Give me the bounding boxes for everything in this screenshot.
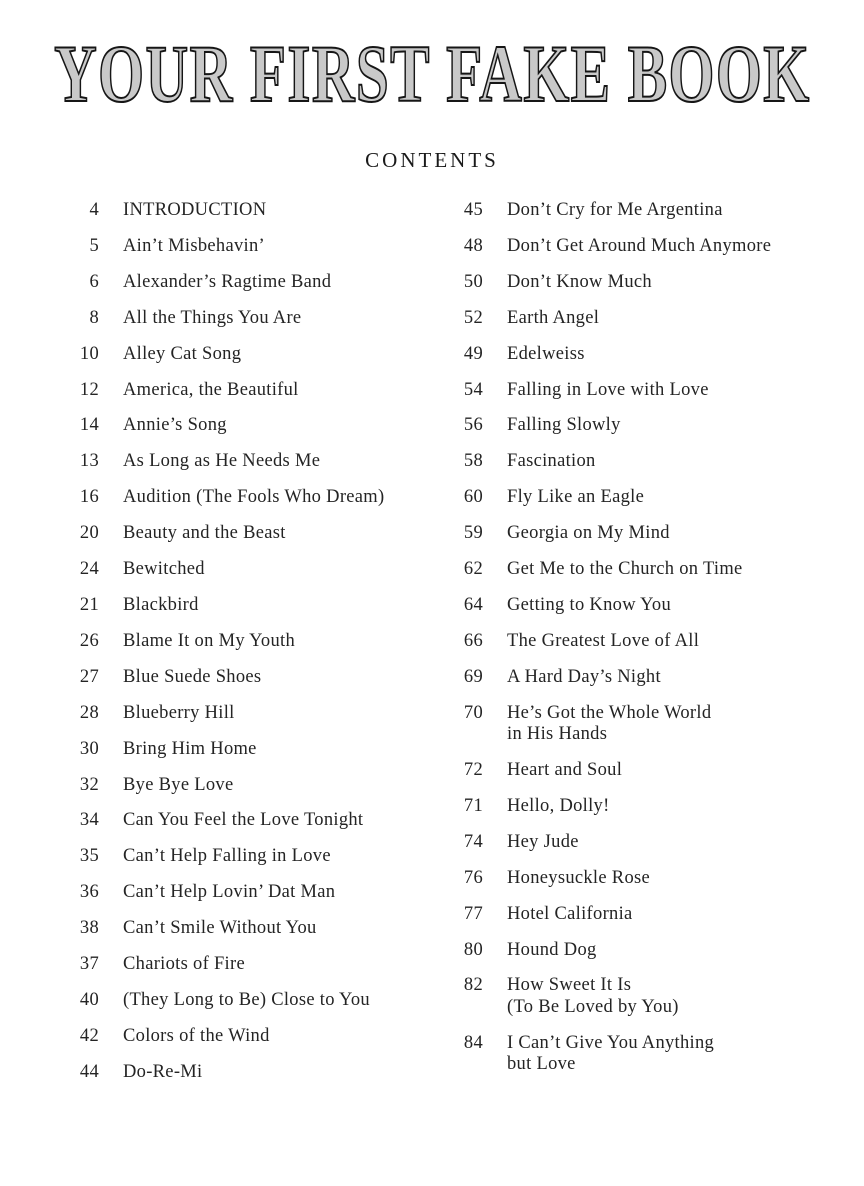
toc-entry-title <box>123 1062 202 1083</box>
toc-entry <box>60 739 444 760</box>
toc-entry <box>60 954 444 975</box>
toc-entry-page-number: 24 <box>79 559 99 580</box>
toc-entry-page-number: 84 <box>463 1032 483 1053</box>
contents-page <box>0 28 864 1186</box>
toc-entry-title <box>507 940 597 961</box>
toc-entry-title <box>123 236 265 257</box>
toc-entry-page-number: 28 <box>79 702 99 723</box>
toc-entry-title-line: Alexander’s Ragtime Band <box>123 271 332 292</box>
toc-entry-page-number: 80 <box>463 939 483 960</box>
toc-entry-title <box>123 954 245 975</box>
toc-entry-title-line: Earth Angel <box>507 307 600 328</box>
toc-entry <box>60 451 444 472</box>
toc-entry <box>444 904 864 925</box>
toc-entry <box>444 940 864 961</box>
toc-entry-page-number: 56 <box>463 415 483 436</box>
toc-entry-page-number: 42 <box>79 1025 99 1046</box>
toc-entry-title-line: A Hard Day’s Night <box>507 666 661 687</box>
toc-entry-title-line: Get Me to the Church on Time <box>507 559 743 580</box>
toc-entry-page-number: 8 <box>89 307 99 328</box>
table-of-contents <box>0 200 864 1098</box>
toc-entry <box>444 487 864 508</box>
toc-entry <box>60 272 444 293</box>
toc-entry <box>444 595 864 616</box>
toc-entry <box>444 631 864 652</box>
toc-entry-title <box>123 595 199 616</box>
toc-entry-page-number: 21 <box>79 594 99 615</box>
toc-entry-title-line: Falling Slowly <box>507 415 621 436</box>
toc-entry-title-line: Don’t Cry for Me Argentina <box>507 200 723 220</box>
toc-entry-page-number: 27 <box>79 666 99 687</box>
toc-entry-title <box>507 236 771 257</box>
toc-entry <box>60 810 444 831</box>
toc-entry-page-number: 35 <box>79 846 99 867</box>
toc-entry-page-number: 26 <box>79 630 99 651</box>
toc-entry-page-number: 60 <box>463 487 483 508</box>
toc-entry-title-line: I Can’t Give You Anything <box>507 1032 715 1053</box>
toc-entry-page-number: 37 <box>79 954 99 975</box>
toc-entry-title-line: Hotel California <box>507 903 633 924</box>
toc-entry-title-line: Do-Re-Mi <box>123 1061 203 1082</box>
toc-entry <box>444 559 864 580</box>
toc-entry-title-line: Blueberry Hill <box>123 702 235 723</box>
toc-entry-title <box>123 846 331 867</box>
toc-entry <box>444 868 864 889</box>
toc-entry-title <box>123 272 331 293</box>
toc-entry-title-line: Fly Like an Eagle <box>507 487 645 508</box>
toc-entry <box>444 200 864 221</box>
toc-entry-page-number: 62 <box>463 559 483 580</box>
toc-entry <box>444 832 864 853</box>
toc-entry-page-number: 59 <box>463 523 483 544</box>
toc-entry-title-line: Chariots of Fire <box>123 954 245 975</box>
toc-entry-title-line: Bewitched <box>123 559 205 580</box>
toc-column-left <box>60 200 444 1098</box>
toc-entry-title-line: Honeysuckle Rose <box>507 867 651 888</box>
toc-entry-page-number: 66 <box>463 630 483 651</box>
toc-entry <box>60 775 444 796</box>
toc-entry-title <box>507 667 661 688</box>
toc-entry-title-line: Blame It on My Youth <box>123 630 296 651</box>
toc-entry-page-number: 12 <box>79 379 99 400</box>
toc-entry <box>60 918 444 939</box>
toc-entry <box>444 415 864 436</box>
toc-entry-title-line: America, the Beautiful <box>123 379 299 400</box>
toc-entry-title <box>507 559 743 580</box>
toc-entry-title <box>123 703 235 724</box>
toc-entry-page-number: 49 <box>463 343 483 364</box>
toc-entry-page-number: 13 <box>79 451 99 472</box>
toc-entry-title <box>507 523 670 544</box>
toc-entry <box>60 667 444 688</box>
toc-entry-page-number: 74 <box>463 831 483 852</box>
toc-entry-title-line: Bring Him Home <box>123 738 257 759</box>
toc-entry-title <box>507 832 579 853</box>
toc-entry-page-number: 72 <box>463 760 483 780</box>
toc-entry-page-number: 38 <box>79 918 99 939</box>
toc-entry-page-number: 76 <box>463 867 483 888</box>
toc-entry-page-number: 34 <box>79 810 99 831</box>
toc-entry-title <box>507 308 599 329</box>
toc-entry-title <box>507 796 610 817</box>
toc-entry-title-line: but Love <box>507 1054 576 1075</box>
toc-entry <box>444 451 864 472</box>
toc-entry-page-number: 71 <box>463 795 483 816</box>
toc-entry-title-line: Hello, Dolly! <box>507 795 610 816</box>
toc-entry-title-line: Beauty and the Beast <box>123 523 286 544</box>
toc-entry-title <box>123 990 370 1011</box>
toc-entry <box>444 523 864 544</box>
toc-entry-page-number: 64 <box>463 594 483 615</box>
toc-entry-title-line: Hey Jude <box>507 831 579 852</box>
toc-entry <box>60 344 444 365</box>
toc-entry-title-line: Ain’t Misbehavin’ <box>123 235 265 256</box>
toc-entry-title-line: Heart and Soul <box>507 760 623 780</box>
toc-entry-page-number: 77 <box>463 903 483 924</box>
toc-entry-title <box>123 810 363 831</box>
toc-entry-page-number: 36 <box>79 882 99 903</box>
toc-entry-title-line: Georgia on My Mind <box>507 523 670 544</box>
toc-entry-page-number: 50 <box>463 271 483 292</box>
toc-entry <box>444 975 864 1018</box>
toc-entry <box>444 236 864 257</box>
toc-entry <box>60 1062 444 1083</box>
toc-entry-title <box>123 667 261 688</box>
toc-entry-page-number: 82 <box>463 975 483 996</box>
toc-entry <box>60 595 444 616</box>
toc-entry-title-line: Hound Dog <box>507 939 597 960</box>
toc-column-right <box>444 200 864 1098</box>
toc-entry-title-line: Audition (The Fools Who Dream) <box>123 487 385 508</box>
toc-entry-title <box>123 882 335 903</box>
toc-entry <box>444 667 864 688</box>
toc-entry-title-line: Edelweiss <box>507 343 585 364</box>
toc-entry-title <box>123 775 233 796</box>
toc-entry-title <box>123 380 299 401</box>
toc-entry-title-line: Can’t Smile Without You <box>123 918 317 939</box>
toc-entry <box>444 760 864 781</box>
toc-entry-page-number: 4 <box>89 200 99 220</box>
toc-entry-title <box>123 559 205 580</box>
toc-entry <box>444 1033 864 1076</box>
toc-entry-page-number: 45 <box>463 200 483 220</box>
toc-entry <box>60 415 444 436</box>
toc-entry-title <box>123 523 286 544</box>
toc-entry-title <box>507 272 652 293</box>
toc-entry-title-line: Alley Cat Song <box>123 343 242 364</box>
toc-entry-title-line: How Sweet It Is <box>507 975 632 996</box>
toc-entry-title-line: Can You Feel the Love Tonight <box>123 810 364 831</box>
toc-entry-page-number: 70 <box>463 702 483 723</box>
toc-entry-title-line: Annie’s Song <box>123 415 227 436</box>
toc-entry-page-number: 48 <box>463 235 483 256</box>
toc-entry <box>60 200 444 221</box>
toc-entry-page-number: 20 <box>79 523 99 544</box>
toc-entry <box>444 272 864 293</box>
toc-entry <box>60 882 444 903</box>
toc-entry <box>60 631 444 652</box>
toc-entry-title-line: Colors of the Wind <box>123 1025 270 1046</box>
toc-entry <box>60 1026 444 1047</box>
toc-entry-title <box>507 1033 714 1076</box>
toc-entry-page-number: 54 <box>463 379 483 400</box>
toc-entry <box>444 380 864 401</box>
toc-entry <box>444 344 864 365</box>
toc-entry-title-line: (To Be Loved by You) <box>507 996 679 1017</box>
toc-entry-title-line: Getting to Know You <box>507 594 671 615</box>
toc-entry-title-line: INTRODUCTION <box>123 200 267 220</box>
toc-entry-title <box>507 975 679 1018</box>
toc-entry <box>60 236 444 257</box>
toc-entry-page-number: 10 <box>79 343 99 364</box>
toc-entry-title-line: Bye Bye Love <box>123 774 234 795</box>
toc-entry <box>60 846 444 867</box>
toc-entry <box>60 523 444 544</box>
toc-entry-title-line: Don’t Know Much <box>507 271 652 292</box>
toc-entry-title <box>507 595 671 616</box>
toc-entry-title <box>507 451 596 472</box>
toc-entry <box>60 380 444 401</box>
toc-entry-title-line: All the Things You Are <box>123 307 302 328</box>
toc-entry-page-number: 44 <box>79 1061 99 1082</box>
toc-entry-page-number: 14 <box>79 415 99 436</box>
contents-heading: CONTENTS <box>365 148 499 172</box>
toc-entry-title <box>507 904 633 925</box>
toc-entry <box>444 308 864 329</box>
toc-entry-page-number: 16 <box>79 487 99 508</box>
toc-entry-title-line: in His Hands <box>507 724 608 745</box>
toc-entry-page-number: 32 <box>79 774 99 795</box>
toc-entry-page-number: 40 <box>79 989 99 1010</box>
toc-entry-title-line: Can’t Help Falling in Love <box>123 846 331 867</box>
toc-entry-title-line: He’s Got the Whole World <box>507 702 712 723</box>
toc-entry-title <box>123 308 301 329</box>
toc-entry-page-number: 30 <box>79 738 99 759</box>
toc-entry-title-line: As Long as He Needs Me <box>123 451 321 472</box>
toc-entry-title-line: Blackbird <box>123 594 199 615</box>
toc-entry-title <box>507 868 650 889</box>
toc-entry-title-line: Fascination <box>507 451 596 472</box>
toc-entry <box>60 308 444 329</box>
toc-entry <box>60 703 444 724</box>
toc-entry-title-line: Can’t Help Lovin’ Dat Man <box>123 882 336 903</box>
toc-entry-title <box>123 918 317 939</box>
toc-entry-title <box>507 200 723 221</box>
toc-entry-page-number: 69 <box>463 666 483 687</box>
toc-entry-title <box>123 739 257 760</box>
toc-entry-title-line: (They Long to Be) Close to You <box>123 989 370 1010</box>
toc-entry-title <box>123 344 241 365</box>
toc-entry-title-line: The Greatest Love of All <box>507 630 700 651</box>
toc-entry-title <box>123 415 227 436</box>
toc-entry-title <box>123 451 320 472</box>
toc-entry-page-number: 5 <box>89 235 99 256</box>
toc-entry-title <box>507 487 644 508</box>
toc-entry-title <box>123 487 384 508</box>
toc-entry-page-number: 52 <box>463 307 483 328</box>
toc-entry-title-line: Blue Suede Shoes <box>123 666 262 687</box>
toc-entry-title <box>507 760 622 781</box>
toc-entry <box>444 703 864 746</box>
toc-entry-title <box>507 631 699 652</box>
toc-entry <box>444 796 864 817</box>
toc-entry <box>60 559 444 580</box>
toc-entry <box>60 990 444 1011</box>
toc-entry-page-number: 6 <box>89 271 99 292</box>
toc-entry <box>60 487 444 508</box>
book-title: YOUR FIRST FAKE BOOK <box>53 28 811 119</box>
book-title-wrap <box>0 28 864 119</box>
toc-entry-title <box>507 380 709 401</box>
toc-entry-title <box>507 703 711 746</box>
toc-entry-title-line: Falling in Love with Love <box>507 379 709 400</box>
toc-entry-title <box>123 631 295 652</box>
toc-entry-title <box>123 1026 270 1047</box>
toc-entry-title <box>123 200 266 221</box>
toc-entry-page-number: 58 <box>463 451 483 472</box>
toc-entry-title-line: Don’t Get Around Much Anymore <box>507 235 772 256</box>
toc-entry-title <box>507 344 585 365</box>
toc-entry-title <box>507 415 621 436</box>
